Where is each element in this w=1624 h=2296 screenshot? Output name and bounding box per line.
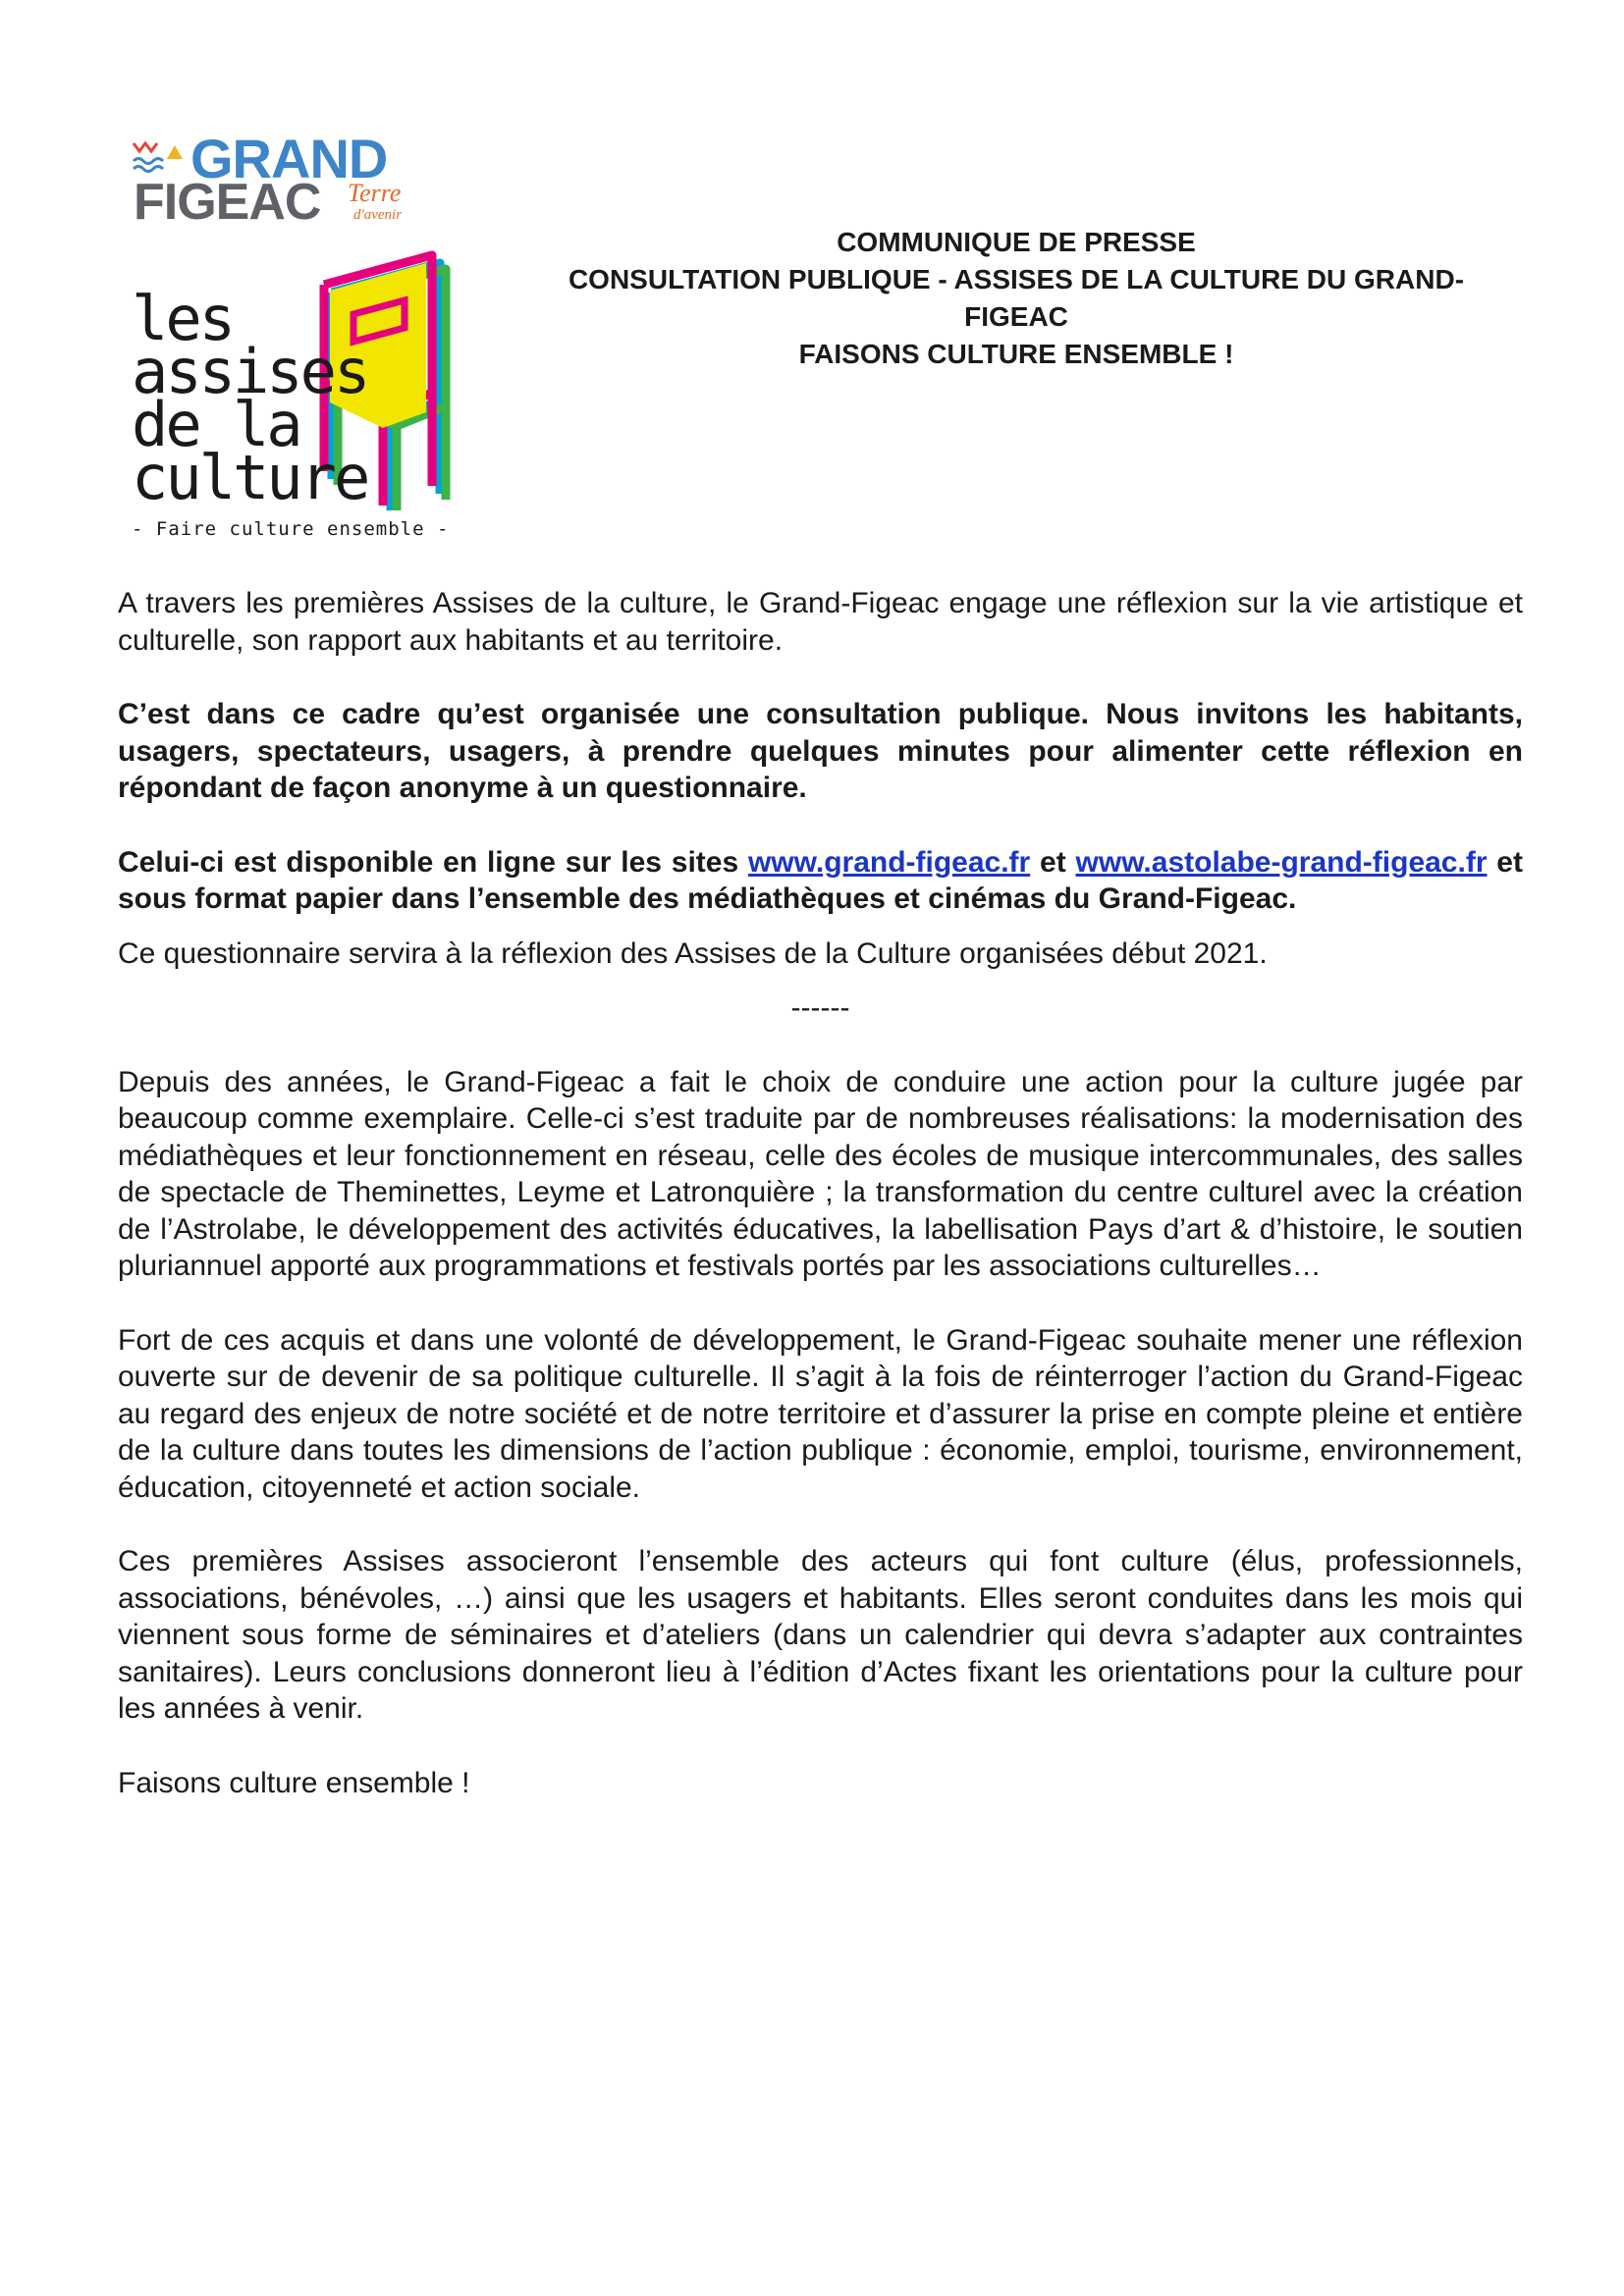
paragraph-questionnaire: Ce questionnaire servira à la réflexion des Assises de la Culture organisées début 2021.: [118, 936, 1268, 970]
astolabe-link[interactable]: www.astolabe-grand-figeac.fr: [1075, 845, 1488, 879]
assises-culture-logo: [128, 245, 471, 550]
header-line: FAISONS CULTURE ENSEMBLE !: [798, 339, 1234, 369]
paragraph-availability: Celui-ci est disponible en ligne sur les sites www.grand-figeac.fr et www.astolabe-grand-figeac.fr et sous format papier dans l’ensemble des médiathèques et cinémas du Grand-Figeac.: [118, 845, 1523, 915]
logo-terre-text: Terre: [348, 179, 402, 207]
header-line: FIGEAC: [964, 301, 1068, 332]
document-body: [118, 585, 1523, 1801]
grand-figeac-logo: [132, 128, 426, 231]
paragraph-consultation: C’est dans ce cadre qu’est organisée une consultation publique. Nous invitons les habitants, usagers, spectateurs, usagers, à prendre quelques minutes pour alimenter cette réflexion en répondant de façon anonyme à un questionnaire.: [118, 698, 1523, 804]
logo-grand-text: GRAND: [190, 128, 388, 189]
logo-assises-text: les assises de la culture: [132, 283, 368, 513]
paragraph-history: Depuis des années, le Grand-Figeac a fait le choix de conduire une action pour la culture jugée par beaucoup comme exemplaire. Celle-ci s’est traduite par de nombreuses réalisations: la modernisation des médiathèques et leur fonctionnement en réseau, celle des écoles de musique intercommunales, des salles de spectacle de Theminettes, Leyme et Latronquière ; la transformation du centre culturel avec la création de l’Astrolabe, le développement des activités éducatives, la labellisation Pays d’art & d’histoire, le soutien pluriannuel apporté aux programmations et festivals portés par les associations culturelles…: [118, 1065, 1523, 1282]
press-release-header: [550, 224, 1483, 373]
logo-tagline: - Faire culture ensemble -: [132, 518, 450, 540]
paragraph-closing: Faisons culture ensemble !: [118, 1766, 470, 1799]
separator: ------: [790, 991, 850, 1024]
header-line: COMMUNIQUE DE PRESSE: [837, 227, 1196, 257]
logo-davenir-text: d'avenir: [353, 207, 403, 223]
grand-figeac-link[interactable]: www.grand-figeac.fr: [747, 845, 1031, 879]
waves-icon: [132, 139, 187, 179]
paragraph-development: Fort de ces acquis et dans une volonté de développement, le Grand-Figeac souhaite mener une réflexion ouverte sur de devenir de sa politique culturelle. Il s’agit à la fois de réinterroger l’action du Grand-Figeac au regard des enjeux de notre société et de notre territoire et d’assurer la prise en compte pleine et entière de la culture dans toutes les dimensions de l’action publique : économie, emploi, tourisme, environnement, éducation, citoyenneté et action sociale.: [118, 1323, 1523, 1504]
header-line: CONSULTATION PUBLIQUE - ASSISES DE LA CULTURE DU GRAND-: [568, 264, 1465, 294]
paragraph-assises: Ces premières Assises associeront l’ensemble des acteurs qui font culture (élus, professionnels, associations, bénévoles, …) ainsi que les usagers et habitants. Elles seront conduites dans les mois qui viennent sous forme de séminaires et d’ateliers (dans un calendrier qui devra s’adapter aux contraintes sanitaires). Leurs conclusions donneront lieu à l’édition d’Actes fixant les orientations pour la culture pour les années à venir.: [118, 1545, 1523, 1725]
logo-figeac-text: FIGEAC: [134, 174, 321, 231]
paragraph-intro: A travers les premières Assises de la culture, le Grand-Figeac engage une réflexion sur la vie artistique et culturelle, son rapport aux habitants et au territoire.: [118, 587, 1523, 657]
